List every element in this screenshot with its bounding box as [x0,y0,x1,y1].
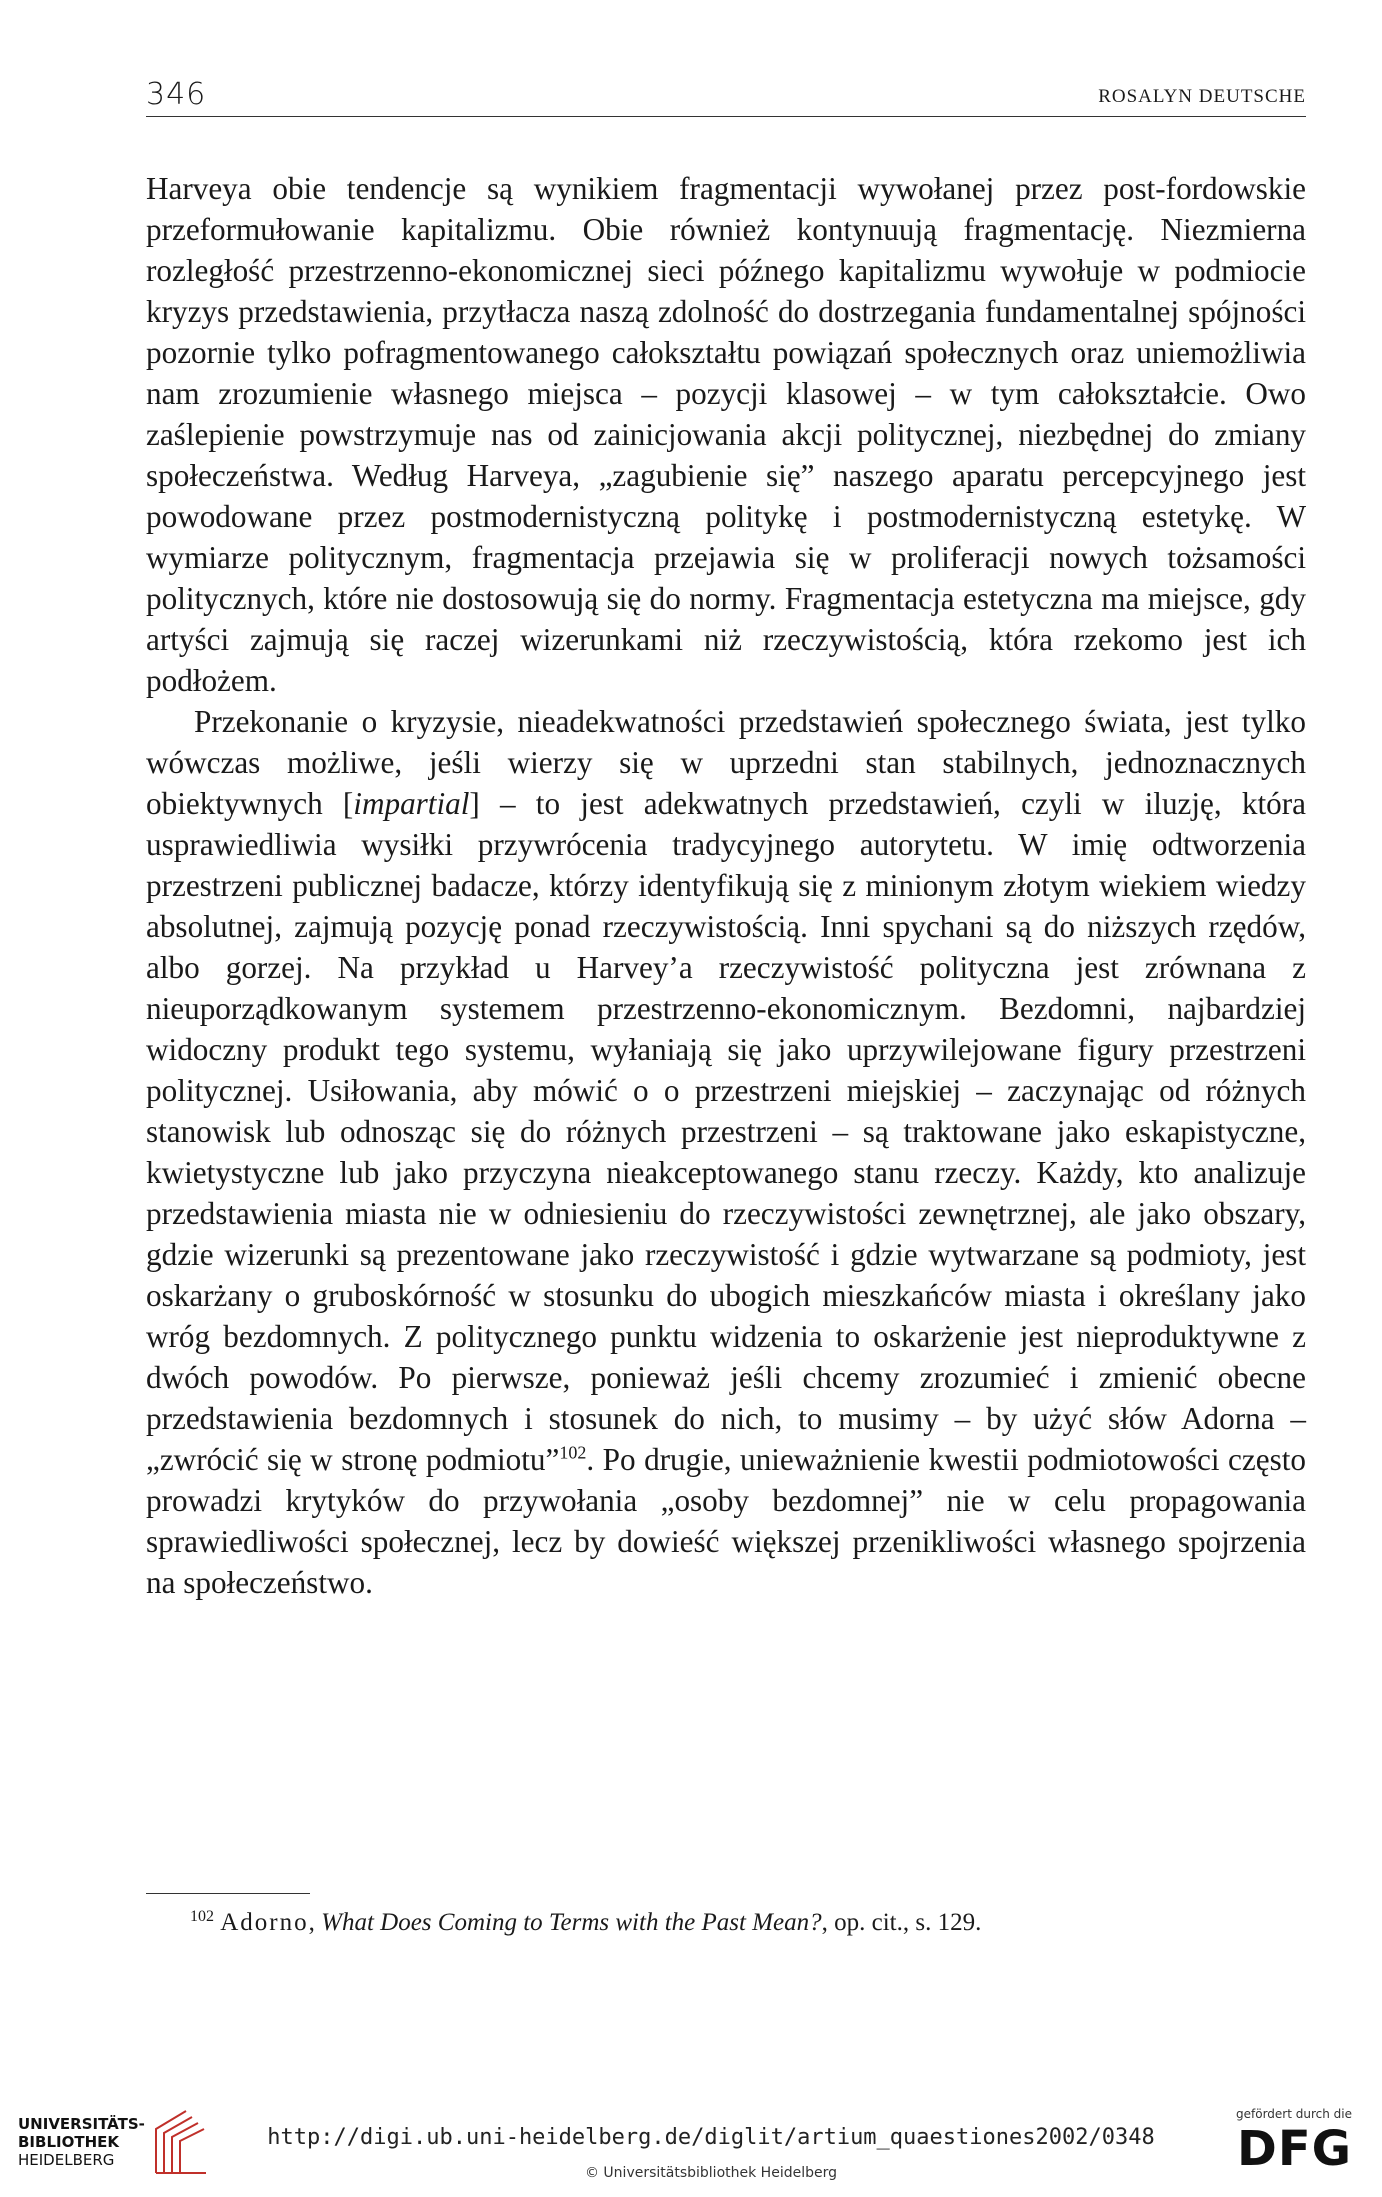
page-header [146,72,1306,117]
source-url[interactable]: http://digi.ub.uni-heidelberg.de/diglit/artium_quaestiones2002/0348 [267,2125,1155,2150]
footnote-citation: , op. cit., s. 129. [821,1909,982,1936]
footnote-divider [146,1893,310,1894]
paragraph-2-part-a: Przekonanie o kryzysie, nieadekwatności przedstawień społecznego świata, jest tylko wówczas możliwe, jeśli wierzy się w uprzedni stan stabilnych, jednoznacznych obiektywnych [ [146,704,1306,821]
footnote-102 [146,1906,1306,1940]
running-head: ROSALYN DEUTSCHE [1098,86,1306,107]
footnote-reference[interactable]: 102 [559,1442,587,1463]
italic-term: impartial [353,786,470,821]
paragraph-1: Harveya obie tendencje są wynikiem fragmentacji wywołanej przez post-fordowskie przeformułowanie kapitalizmu. Obie również kontynuują fragmentację. Niezmierna rozległość przestrzenno-ekonomicznej sieci późnego kapitalizmu wywołuje w podmiocie kryzys przedstawienia, przytłacza naszą zdolność do dostrzegania fundamentalnej spójności pozornie tylko pofragmentowanego całokształtu powiązań społecznych oraz uniemożliwia nam zrozumienie własnego miejsca – pozycji klasowej – w tym całokształcie. Owo zaślepienie powstrzymuje nas od zainicjowania akcji politycznej, niezbędnej do zmiany społeczeństwa. Według Harveya, „zagubienie się” naszego aparatu percepcyjnego jest powodowane przez postmodernistyczną politykę i postmodernistyczną estetykę. W wymiarze politycznym, fragmentacja przejawia się w proliferacji nowych tożsamości politycznych, które nie dostosowują się do normy. Fragmentacja estetyczna ma miejsce, gdy artyści zajmują się raczej wizerunkami niż rzeczywistością, która rzekomo jest ich podłożem. [146,171,1306,698]
paragraph-2-part-b: ] – to jest adekwatnych przedstawień, czyli w iluzję, która usprawiedliwia wysiłki przywrócenia tradycyjnego autorytetu. W imię odtworzenia przestrzeni publicznej badacze, którzy identyfikują się z minionym złotym wiekiem wiedzy absolutnej, zajmują pozycję ponad rzeczywistością. Inni spychani są do niższych rzędów, albo gorzej. Na przykład u Harvey’a rzeczywistość polityczna jest zrównana z nieuporządkowanym systemem przestrzenno-ekonomicznym. Bezdomni, najbardziej widoczny produkt tego systemu, wyłaniają się jako uprzywilejowane figury przestrzeni politycznej. Usiłowania, aby mówić o o przestrzeni miejskiej – zaczynając od różnych stanowisk lub odnosząc się do różnych przestrzeni – są traktowane jako eskapistyczne, kwietystyczne lub jako przyczyna nieakceptowanego stanu rzeczy. Każdy, kto analizuje przedstawienia miasta nie w odniesieniu do rzeczywistości zewnętrznej, ale jako obszary, gdzie wizerunki są prezentowane jako rzeczywistość i gdzie wytwarzane są podmioty, jest oskarżany o gruboskórność w stosunku do ubogich mieszkańców miasta i określany jako wróg bezdomnych. Z politycznego punktu widzenia to oskarżenie jest nieproduktywne z dwóch powodów. Po pierwsze, ponieważ jeśli chcemy zrozumieć i zmienić obecne przedstawienia bezdomnych i stosunek do nich, to musimy – by użyć słów Adorna – „zwrócić się w stronę podmiotu” [146,786,1306,1477]
page-footer [0,2085,1382,2197]
main-text [146,168,1306,1603]
dfg-caption: gefördert durch die [1236,2107,1352,2121]
library-name-line-1: UNIVERSITÄTS- [18,2115,145,2133]
dfg-wordmark: DFG [1236,2121,1352,2177]
paragraph-2 [146,701,1306,1603]
footnote-number: 102 [190,1907,214,1925]
library-name-line-3: HEIDELBERG [18,2151,115,2169]
paragraph-2-part-c: . Po drugie, unieważnienie kwestii podmiotowości często prowadzi krytyków do przywołania „osoby bezdomnej” nie w celu propagowania sprawiedliwości społecznej, lecz by dowieść większej przenikliwości własnego spojrzenia na społeczeństwo. [146,1442,1306,1600]
copyright-notice: © Universitätsbibliothek Heidelberg [584,2165,837,2181]
footnote-separator: , [308,1909,322,1936]
library-name-line-2: BIBLIOTHEK [18,2133,119,2151]
footnote-title: What Does Coming to Terms with the Past Mean? [321,1909,822,1936]
footnote-author: Adorno [220,1909,309,1936]
dfg-logo [1212,2107,1352,2187]
page-number: 346 [146,77,207,112]
